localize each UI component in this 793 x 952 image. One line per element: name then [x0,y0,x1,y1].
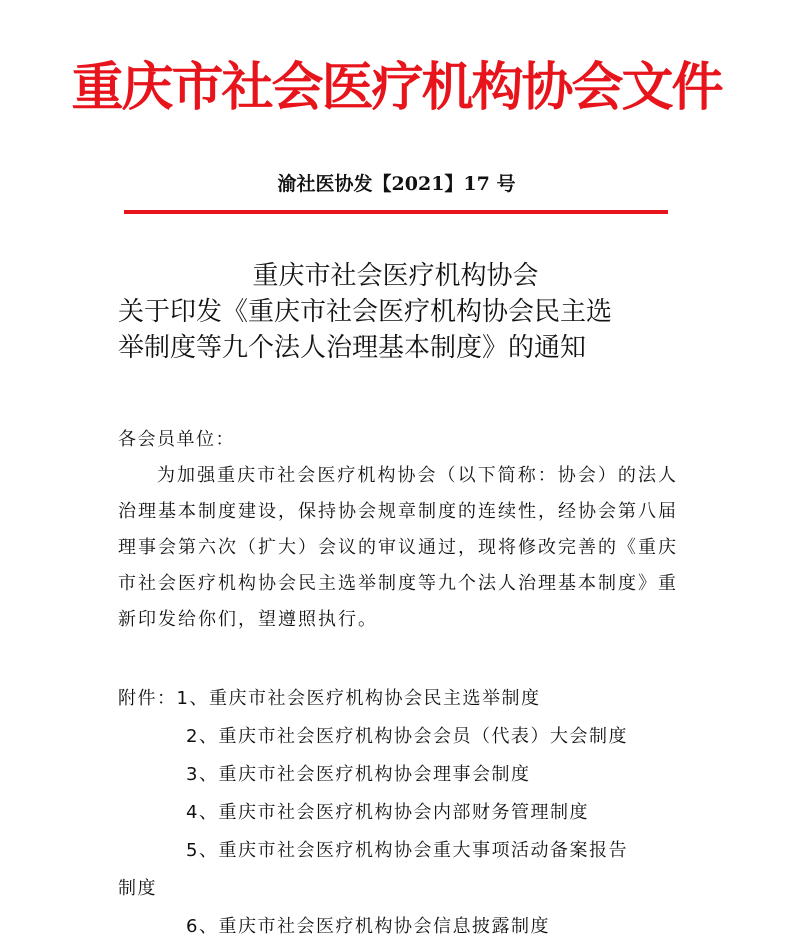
document-header-title: 重庆市社会医疗机构协会文件 [71,58,722,118]
notice-title-line-3: 举制度等九个法人治理基本制度》的通知 [118,333,587,363]
attachment-item-3: 3、重庆市社会医疗机构协会理事会制度 [186,764,531,785]
attachment-item-4: 4、重庆市社会医疗机构协会内部财务管理制度 [186,802,589,823]
attachments-list [118,680,683,946]
attachments-lead: 附件： [118,688,177,709]
body-paragraph: 为加强重庆市社会医疗机构协会（以下简称：协会）的法人治理基本制度建设，保持协会规章制度的连续性，经协会第八届理事会第六次（扩大）会议的审议通过，现将修改完善的《重庆市社会医疗机构协会民主选举制度等九个法人治理基本制度》重新印发给你们，望遵照执行。 [118,465,678,630]
notice-body [118,422,678,638]
attachment-item-6: 6、重庆市社会医疗机构协会信息披露制度 [186,916,550,937]
document-number: 渝社医协发【2021】17 号 [277,173,516,195]
salutation: 各会员单位： [118,429,235,450]
notice-title [118,258,693,366]
attachment-item-1: 1、重庆市社会医疗机构协会民主选举制度 [176,688,541,709]
header-red-rule [124,210,668,214]
attachment-item-2: 2、重庆市社会医疗机构协会会员（代表）大会制度 [186,726,628,747]
attachment-item [118,680,683,718]
attachment-item-5-continued: 制度 [118,878,157,899]
notice-title-line-1: 重庆市社会医疗机构协会 [252,261,539,291]
attachment-item-5: 5、重庆市社会医疗机构协会重大事项活动备案报告 [186,840,628,861]
notice-title-line-2: 关于印发《重庆市社会医疗机构协会民主选 [118,297,613,327]
